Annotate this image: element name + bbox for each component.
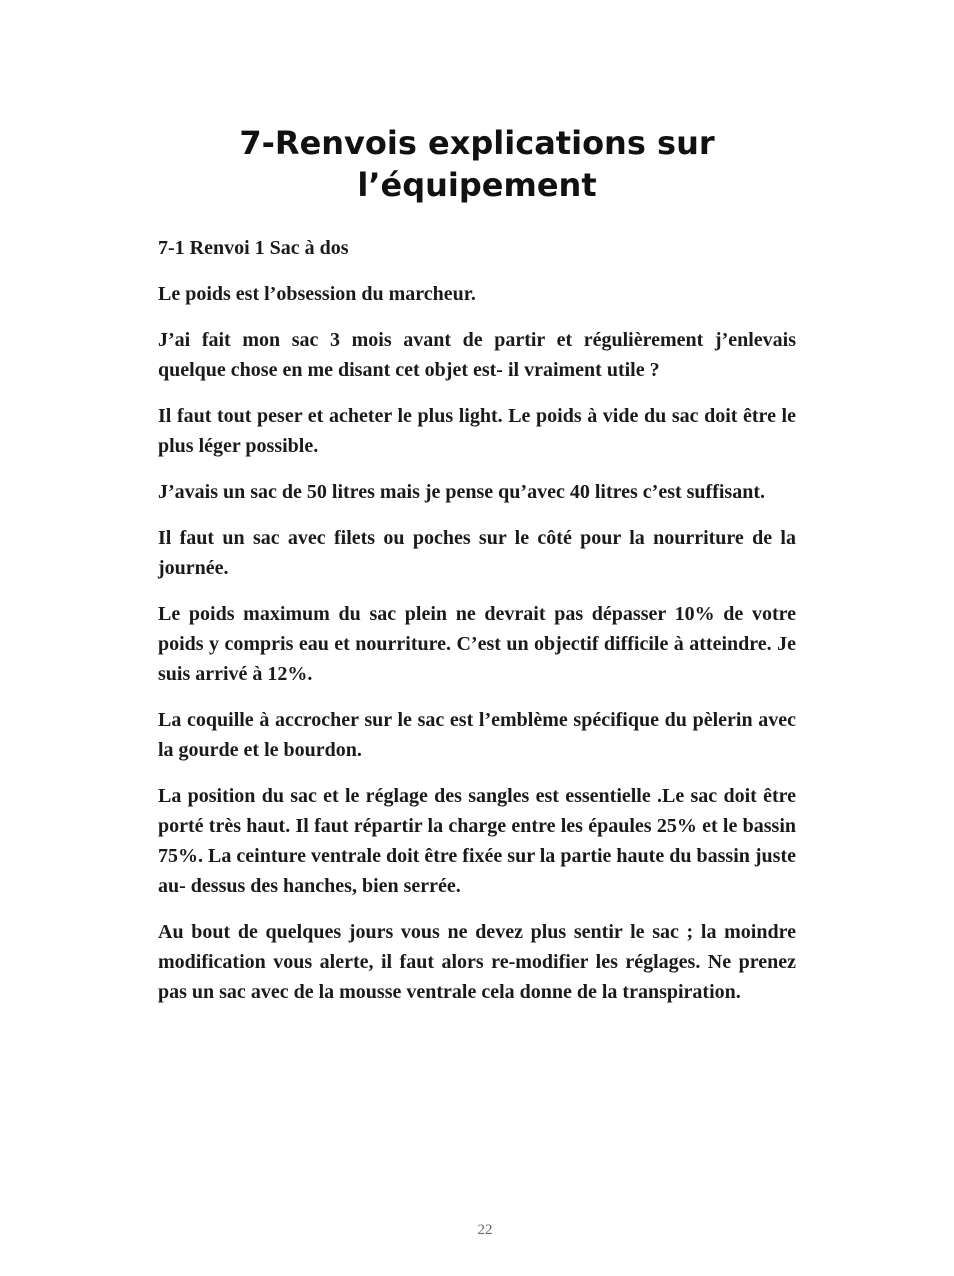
page-title-line-1: 7-Renvois explications sur [239,124,715,162]
paragraph: La position du sac et le réglage des sangles est essentielle .Le sac doit être porté très haut. Il faut répartir la charge entre les épaules 25% et le bassin 75%. La ceinture ventrale doit être fixée sur la partie haute du bassin juste au- dessus des hanches, bien serrée. [158,785,796,897]
paragraph: Il faut tout peser et acheter le plus light. Le poids à vide du sac doit être le plus léger possible. [158,405,796,457]
page-title-line-2: l’équipement [357,166,597,204]
document-body [158,233,796,1023]
page-title [158,122,796,206]
paragraph: Le poids maximum du sac plein ne devrait pas dépasser 10% de votre poids y compris eau et nourriture. C’est un objectif difficile à atteindre. Je suis arrivé à 12%. [158,603,796,685]
section-heading: 7-1 Renvoi 1 Sac à dos [158,237,349,259]
paragraph: Le poids est l’obsession du marcheur. [158,283,476,305]
paragraph: J’ai fait mon sac 3 mois avant de partir et régulièrement j’enlevais quelque chose en me disant cet objet est- il vraiment utile ? [158,329,796,381]
paragraph: La coquille à accrocher sur le sac est l’emblème spécifique du pèlerin avec la gourde et le bourdon. [158,709,796,761]
paragraph: Au bout de quelques jours vous ne devez plus sentir le sac ; la moindre modification vous alerte, il faut alors re-modifier les réglages. Ne prenez pas un sac avec de la mousse ventrale cela donne de la transpiration. [158,921,796,1003]
page-number: 22 [477,1222,493,1238]
paragraph: J’avais un sac de 50 litres mais je pense qu’avec 40 litres c’est suffisant. [158,481,765,503]
paragraph: Il faut un sac avec filets ou poches sur le côté pour la nourriture de la journée. [158,527,796,579]
